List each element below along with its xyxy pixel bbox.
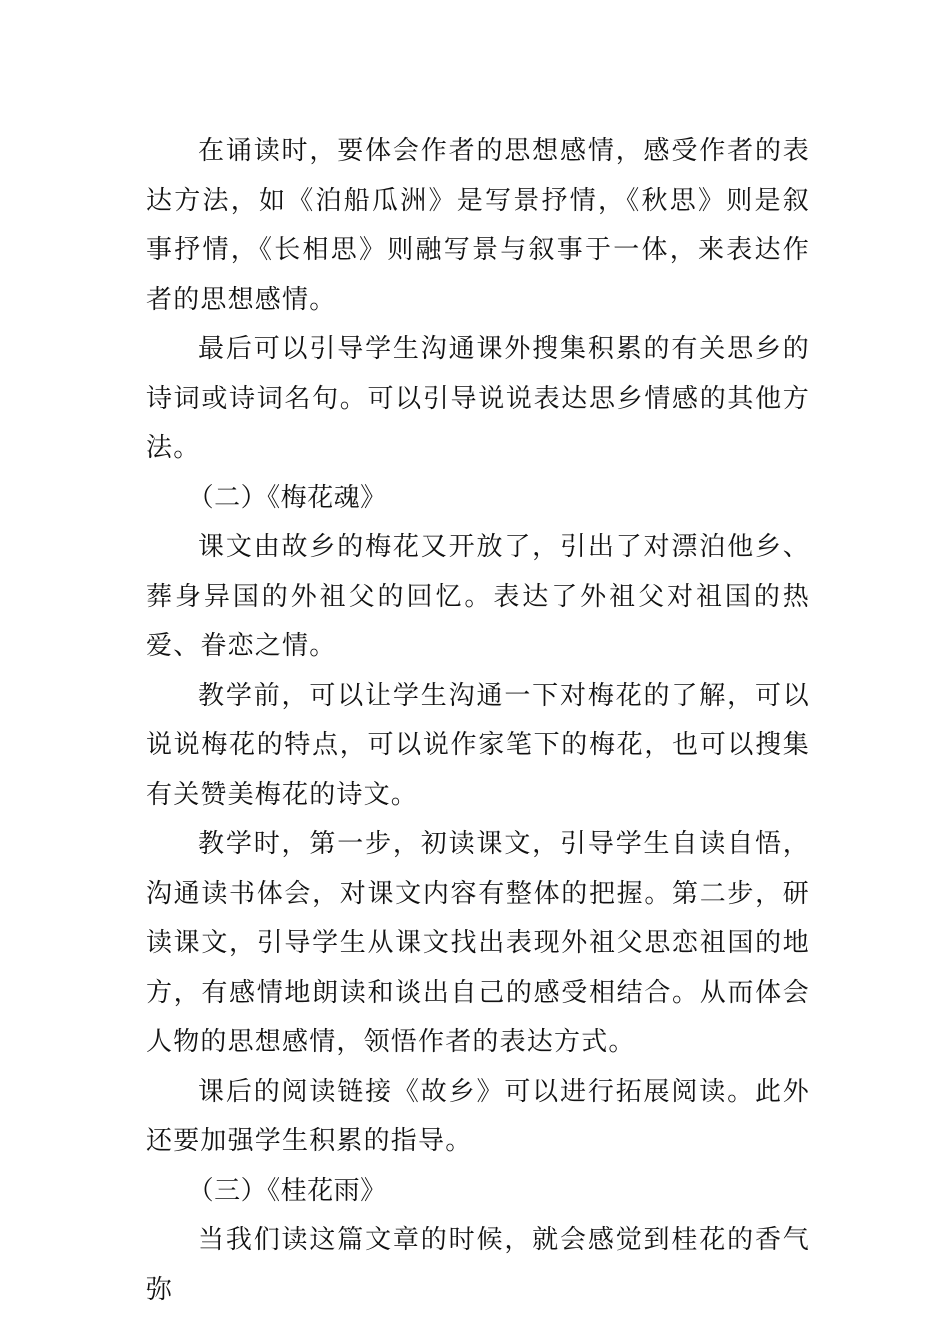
- paragraph-meihuahun-summary: 课文由故乡的梅花又开放了，引出了对漂泊他乡、葬身异国的外祖父的回忆。表达了外祖父对祖国的热爱、眷恋之情。: [146, 532, 810, 661]
- paragraph-teaching-steps: 教学时，第一步，初读课文，引导学生自读自悟，沟通读书体会，对课文内容有整体的把握。第二步，研读课文，引导学生从课文找出表现外祖父思恋祖国的地方，有感情地朗读和谈出自己的感受相结合。从而体会人物的思想感情，领悟作者的表达方式。: [146, 829, 810, 1057]
- paragraph-homesick-poems: 最后可以引导学生沟通课外搜集积累的有关思乡的诗词或诗词名句。可以引导说说表达思乡情感的其他方法。: [146, 334, 810, 463]
- document-page: [146, 127, 810, 1315]
- paragraph-before-teaching: 教学前，可以让学生沟通一下对梅花的了解，可以说说梅花的特点，可以说作家笔下的梅花，也可以搜集有关赞美梅花的诗文。: [146, 680, 810, 810]
- paragraph-extended-reading: 课后的阅读链接《故乡》可以进行拓展阅读。此外还要加强学生积累的指导。: [146, 1076, 810, 1156]
- section-heading-meihuahun: （二）《梅花魂》: [187, 482, 387, 513]
- paragraph-recitation: 在诵读时，要体会作者的思想感情，感受作者的表达方法，如《泊船瓜洲》是写景抒情，《秋思》则是叙事抒情，《长相思》则融写景与叙事于一体，来表达作者的思想感情。: [146, 136, 810, 315]
- paragraph-guihuayu-intro: 当我们读这篇文章的时候，就会感觉到桂花的香气弥: [146, 1225, 810, 1305]
- section-heading-guihuayu: （三）《桂花雨》: [187, 1175, 387, 1206]
